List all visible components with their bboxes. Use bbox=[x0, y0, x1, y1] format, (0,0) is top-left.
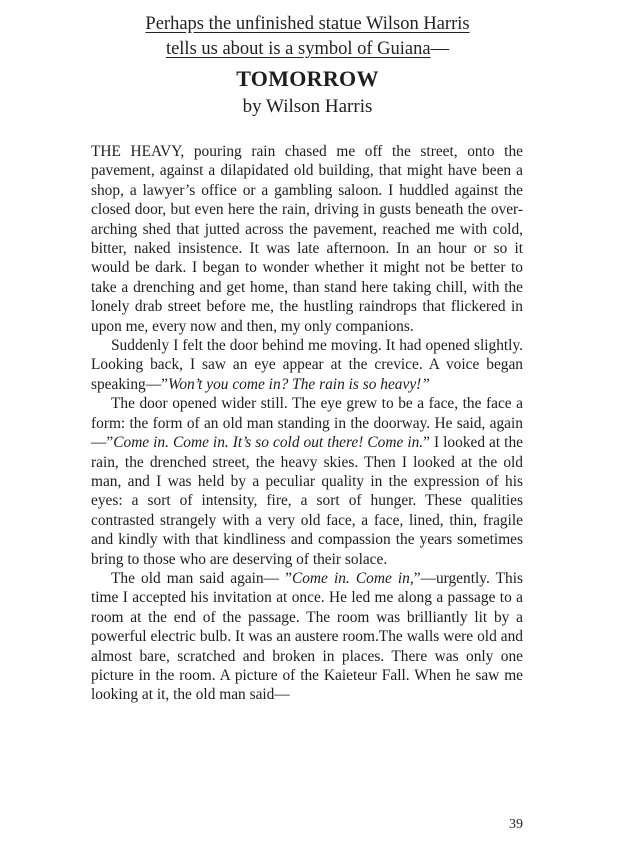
paragraph-3-quote: Come in. Come in. It’s so cold out there! Come in. bbox=[113, 434, 424, 452]
paragraph-4-text-a: The old man said again— ” bbox=[111, 569, 292, 587]
paragraph-4-text-b: ”—urgently. This time I accepted his invitation at once. He led me along a passage to a room at the end of the passage. The room was brilliantly lit by a powerful electric bulb. It was an austere room.The walls were old and almost bare, scratched and broken in places. There was only one picture in the room. A picture of the Kaieteur Fall. When he saw me looking at it, the old man said— bbox=[91, 569, 523, 704]
paragraph-2-text: Suddenly I felt the door behind me moving. It had opened slightly. Looking back, I saw an eye appear at the crevice. A voice began speaking—” bbox=[91, 337, 523, 393]
byline: by Wilson Harris bbox=[242, 96, 373, 117]
paragraph-1: THE HEAVY, pouring rain chased me off the street, onto the pavement, against a dilapidated old building, that might have been a shop, a lawyer’s office or a gambling saloon. I huddled against the closed door, but even here the rain, driving in gusts beneath the over-arching shed that jutted across the pavement, reached me with cold, bitter, naked insistence. It was late afternoon. In an hour or so it would be dark. I began to wonder whether it might not be better to take a drenching and get home, than stand here taking chill, with the lonely drab street before me, the hustling raindrops that flickered in upon me, every now and then, my only companions. bbox=[91, 143, 523, 335]
page-number: 39 bbox=[509, 817, 523, 832]
kicker-line-1: Perhaps the unfinished statue Wilson Harris bbox=[145, 14, 470, 34]
paragraph-3-text-b: ” I looked at the rain, the drenched street, the heavy skies. Then I looked at the old man, and I was held by a peculiar quality in the expression of his eyes: a sort of intensity, fire, a sort of hunger. These qualities contrasted strangely with a very old face, a face, lined, thin, fragile and kindly with that kindliness and compassion the years sometimes bring to those who are deserving of their solace. bbox=[91, 434, 523, 568]
paragraph-3-text-a: The door opened wider still. The eye grew to be a face, the face a form: the form of an old man standing in the doorway. He said, again—” bbox=[91, 395, 523, 452]
paragraph-2 bbox=[91, 336, 523, 394]
paragraph-4-quote: Come in. Come in, bbox=[291, 569, 414, 587]
paragraph-3 bbox=[91, 394, 523, 569]
paragraph-4 bbox=[91, 569, 523, 705]
paragraph-2-quote: Won’t you come in? The rain is so heavy!” bbox=[167, 375, 430, 393]
kicker-line-2: tells us about is a symbol of Guiana bbox=[165, 39, 431, 59]
story-title: TOMORROW bbox=[236, 66, 379, 91]
story-body bbox=[91, 142, 523, 705]
kicker-dash: — bbox=[430, 39, 450, 59]
kicker-headline bbox=[80, 12, 535, 62]
